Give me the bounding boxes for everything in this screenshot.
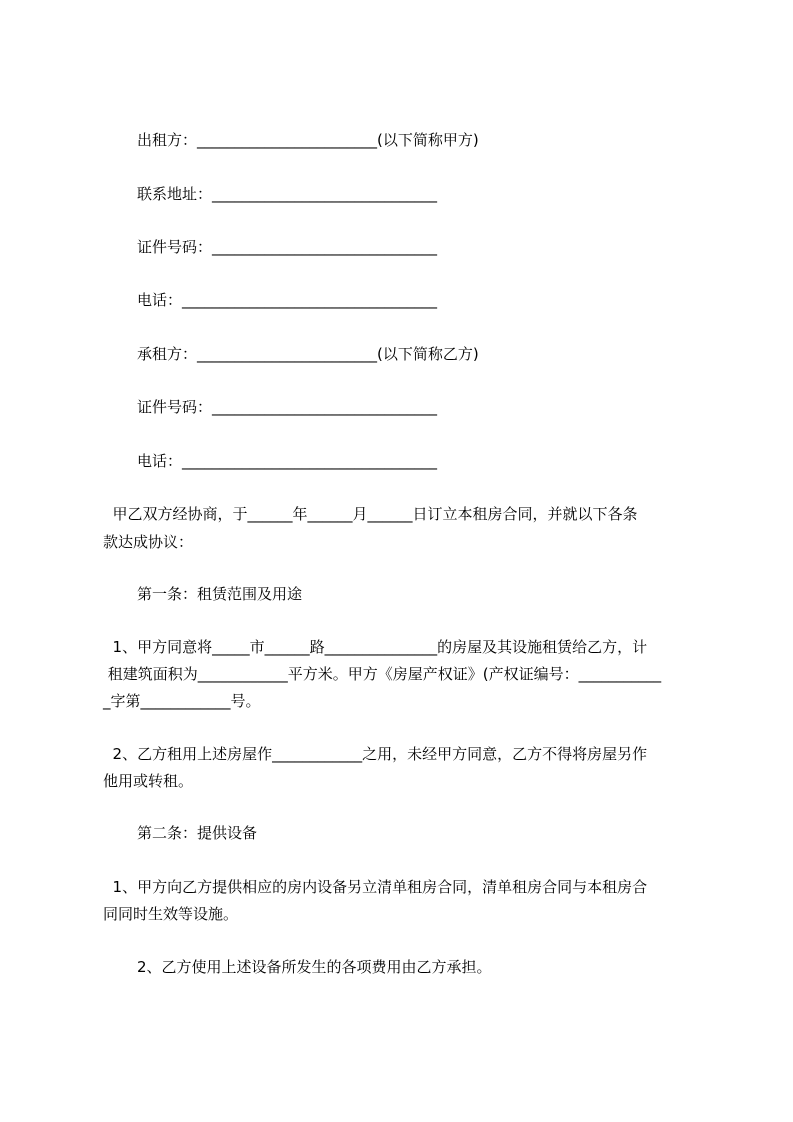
article-1-clause-1-line-3: _字第____________号。 [103,692,261,710]
article-2-title: 第二条：提供设备 [137,824,258,842]
article-1-clause-2-line-2: 他用或转租。 [103,772,194,790]
lessee-phone-field: 电话：__________________________________ [137,452,438,470]
lessee-field: 承租方：________________________(以下简称乙方) [137,345,479,363]
lessor-phone-field: 电话：__________________________________ [137,291,438,309]
article-1-clause-2-line-1: 2、乙方租用上述房屋作____________之用，未经甲方同意，乙方不得将房屋另作 [103,745,648,763]
lessor-field: 出租方：________________________(以下简称甲方) [137,131,479,149]
article-2-clause-2-line-1: 2、乙方使用上述设备所发生的各项费用由乙方承担。 [137,958,492,976]
article-2-clause-1-line-1: 1、甲方向乙方提供相应的房内设备另立清单租房合同，清单租房合同与本租房合 [103,878,648,896]
article-1-clause-1-line-1: 1、甲方同意将_____市______路_______________的房屋及其设施租赁给乙方，计 [103,638,648,656]
preamble-line-2: 款达成协议： [103,533,194,551]
article-1-title: 第一条：租赁范围及用途 [137,585,303,603]
lessor-id-field: 证件号码：______________________________ [137,238,438,256]
article-1-clause-1-line-2: 租建筑面积为____________平方米。甲方《房屋产权证》(产权证编号：___________ [103,665,662,683]
preamble-line-1: 甲乙双方经协商，于______年______月______日订立本租房合同，并就以下各条 [103,505,638,523]
lessee-id-field: 证件号码：______________________________ [137,398,438,416]
article-2-clause-1-line-2: 同同时生效等设施。 [103,905,239,923]
lessor-address-field: 联系地址：______________________________ [137,185,438,203]
